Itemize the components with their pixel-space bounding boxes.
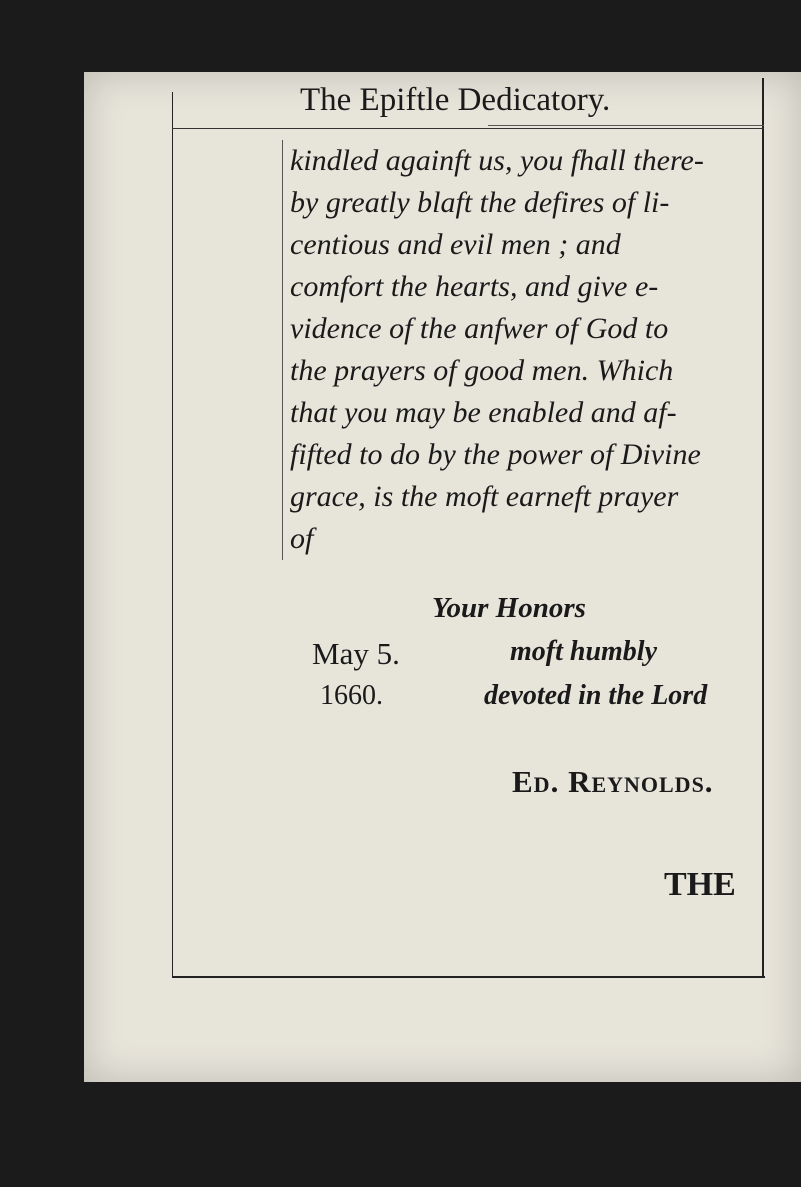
page-border-left [172, 92, 173, 977]
date-month-day: May 5. [312, 636, 400, 671]
closing-salutation: Your Honors [432, 592, 586, 624]
header-rule-upper [488, 125, 764, 126]
running-header: The Epiftle Dedicatory. [300, 82, 611, 118]
body-line: fifted to do by the power of Divine [290, 438, 701, 471]
body-line: that you may be enabled and af- [290, 396, 677, 429]
body-line: by greatly blaft the defires of li- [290, 186, 670, 219]
body-line: vidence of the anfwer of God to [290, 312, 669, 345]
header-rule [172, 128, 764, 129]
closing-line-2: devoted in the Lord [484, 680, 708, 711]
body-line: comfort the hearts, and give e- [290, 270, 659, 303]
body-line: of [290, 522, 314, 555]
body-line: grace, is the moft earneft prayer [290, 480, 679, 513]
page-border-right [762, 78, 764, 978]
date-year: 1660. [320, 680, 383, 711]
dedication-body [290, 140, 760, 560]
body-line: kindled againft us, you fhall there- [290, 144, 704, 177]
page-border-bottom [172, 976, 765, 978]
body-line: the prayers of good men. Which [290, 354, 674, 387]
text-margin-rule [282, 140, 283, 560]
closing-line-1: moft humbly [510, 636, 658, 667]
author-signature: Ed. Reynolds. [512, 764, 714, 799]
catchword: THE [664, 866, 736, 903]
body-line: centious and evil men ; and [290, 228, 621, 261]
